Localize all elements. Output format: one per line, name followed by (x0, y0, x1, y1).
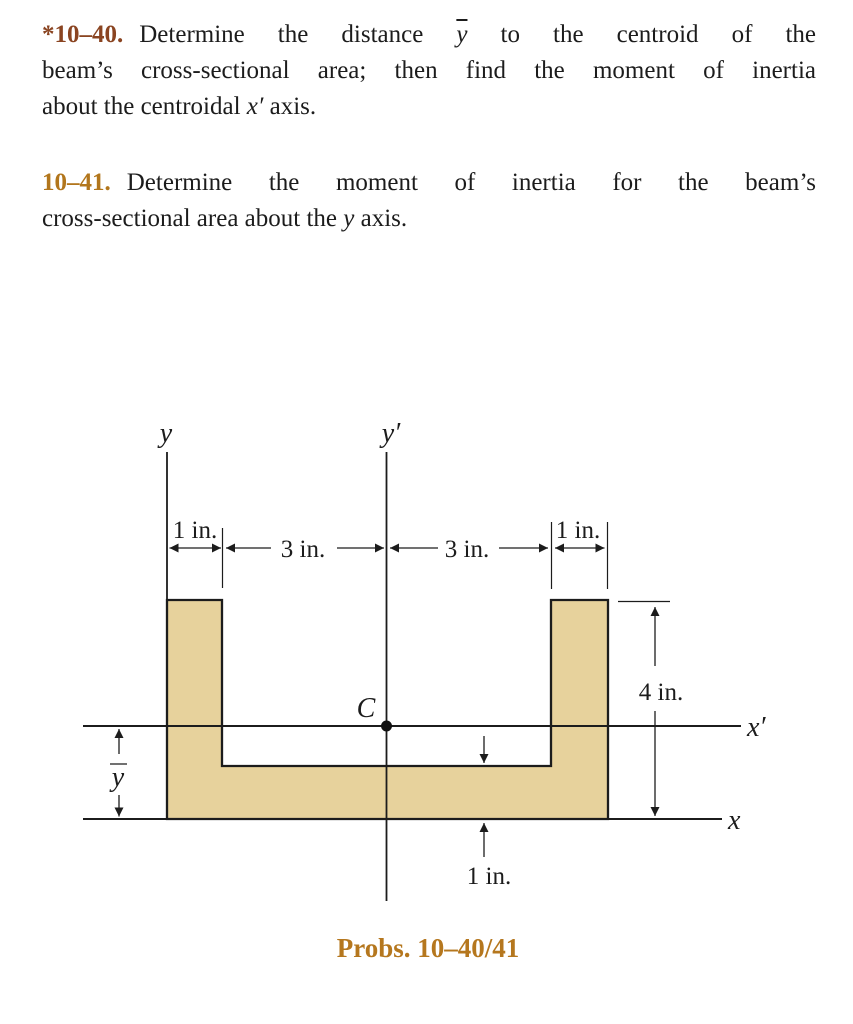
ybar-label: y (111, 762, 125, 793)
problem-text: to the centroid of the (467, 21, 816, 48)
dim-label-right-span: 3 in. (444, 536, 490, 563)
dim-label-left-span: 3 in. (280, 536, 326, 563)
problem-text: axis. (263, 93, 317, 120)
problem-text: axis. (354, 205, 408, 232)
x-axis-label: x (728, 805, 741, 836)
x-prime-symbol: x′ (246, 93, 264, 120)
centroid-label: C (356, 693, 376, 724)
figure-caption: Probs. 10–40/41 (336, 933, 520, 963)
channel-cross-section (167, 600, 608, 819)
y-bar-symbol: $\overline{y}$ (456, 21, 468, 48)
dim-label-right-flange: 1 in. (555, 517, 601, 544)
y-prime-axis-label: y′ (381, 418, 401, 449)
problem-number-10-41: 10–41. (42, 169, 111, 196)
problem-number-10-40: *10–40. (42, 21, 124, 48)
problem-text: about the centroidal (42, 93, 247, 120)
dim-label-base: 1 in. (466, 863, 512, 890)
problem-text: Determine the moment of inertia for the beam’s (126, 169, 816, 196)
dim-label-left-flange: 1 in. (172, 517, 218, 544)
problem-text: beam’s cross-sectional area; then find the moment of inertia (42, 57, 816, 84)
problem-text: Determine the distance (139, 21, 457, 48)
problem-text: cross-sectional area about the (42, 205, 344, 232)
y-axis-label: y (159, 418, 173, 449)
y-symbol: y (343, 205, 355, 232)
x-prime-axis-label: x′ (747, 712, 766, 743)
centroid-dot (381, 721, 392, 732)
dim-label-height: 4 in. (638, 679, 684, 706)
